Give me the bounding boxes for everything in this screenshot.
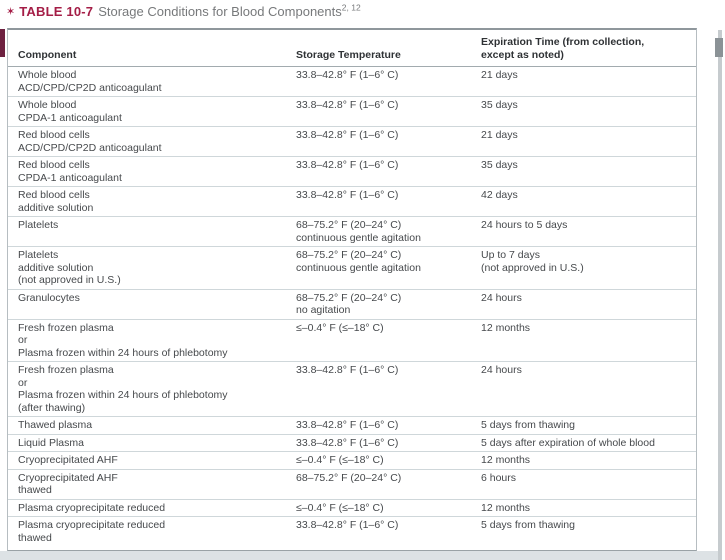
component-cell [8,472,296,497]
cell-line: Cryoprecipitated AHF [18,471,118,484]
cell-line: ≤–0.4° F (≤–18° C) [296,501,384,514]
expiration-time-cell [481,99,696,124]
cell-line: 5 days from thawing [481,419,575,431]
table-row [8,247,696,290]
storage-temperature-cell [296,502,481,515]
cell-line: continuous gentle agitation [296,231,421,244]
table-caption [6,3,705,22]
expiration-time-cell [481,189,696,214]
storage-temperature-cell [296,419,481,432]
table-row [8,435,696,453]
cell-line: 12 months [481,454,531,466]
cell-line: 33.8–42.8° F (1–6° C) [296,129,399,141]
table-row [8,187,696,217]
expiration-time-cell [481,454,696,467]
storage-temperature-cell [296,364,481,414]
cell-line: Granulocytes [18,291,80,304]
component-cell [8,519,296,544]
header-expiration-line: except as noted) [481,48,564,61]
expiration-time-cell [481,159,696,184]
expiration-time-cell [481,472,696,497]
cell-line: 12 months [481,321,531,334]
cell-line: additive solution [18,201,94,214]
component-cell [8,454,296,467]
component-cell [8,129,296,154]
table-body [8,67,696,546]
storage-temperature-cell [296,159,481,184]
table-row [8,500,696,518]
cell-line: ACD/CPD/CP2D anticoagulant [18,81,162,94]
cell-line: 68–75.2° F (20–24° C) [296,291,402,304]
cell-line: Fresh frozen plasma [18,364,114,376]
cell-line: Fresh frozen plasma [18,321,114,334]
expiration-time-cell [481,292,696,317]
page-edge-strip [718,30,722,560]
storage-temperature-cell [296,437,481,450]
expiration-time-cell [481,249,696,287]
cell-line: Red blood cells [18,189,90,201]
cell-line: 35 days [481,159,518,171]
cell-line: thawed [18,484,52,496]
component-cell [8,322,296,360]
table-row [8,67,696,97]
component-cell [8,99,296,124]
table-row [8,470,696,500]
table-row [8,517,696,546]
storage-temperature-cell [296,249,481,287]
table-row [8,417,696,435]
header-component: Component [18,48,77,61]
component-cell [8,249,296,287]
header-storage-temperature: Storage Temperature [296,48,401,61]
cell-line: Thawed plasma [18,419,93,431]
cell-line: or [18,334,28,346]
cell-line: 5 days from thawing [481,519,575,531]
cell-line: Whole blood [18,99,77,111]
storage-temperature-cell [296,519,481,544]
cell-line: Cryoprecipitated AHF [18,454,118,466]
table-title-reference-superscript: 2, 12 [341,2,361,13]
storage-temperature-cell [296,69,481,94]
storage-temperature-cell [296,292,481,317]
cell-line: 12 months [481,501,531,514]
table-row [8,452,696,470]
cell-line: 68–75.2° F (20–24° C) [296,249,402,261]
page-bottom-margin [0,551,718,560]
cell-line: (not approved in U.S.) [18,274,121,286]
star-icon: ✶ [6,6,16,18]
cell-line: Liquid Plasma [18,436,84,449]
page-bleed-tab-right [715,38,723,57]
table-number-label: TABLE 10-7 [19,4,94,19]
cell-line: Platelets [18,219,59,231]
expiration-time-cell [481,129,696,154]
cell-line: no agitation [296,304,351,316]
component-cell [8,159,296,184]
header-expiration-time [481,36,696,61]
cell-line: Platelets [18,249,59,261]
storage-temperature-cell [296,189,481,214]
cell-line: 33.8–42.8° F (1–6° C) [296,69,399,81]
cell-line: Plasma cryoprecipitate reduced [18,501,166,514]
cell-line: CPDA-1 anticoagulant [18,111,122,124]
component-cell [8,69,296,94]
cell-line: 33.8–42.8° F (1–6° C) [296,99,399,111]
cell-line: 68–75.2° F (20–24° C) [296,471,402,484]
cell-line: Red blood cells [18,129,90,141]
cell-line: Plasma cryoprecipitate reduced [18,519,166,531]
expiration-time-cell [481,69,696,94]
expiration-time-cell [481,419,696,432]
cell-line: additive solution [18,261,94,274]
cell-line: 24 hours [481,364,522,376]
cell-line: 68–75.2° F (20–24° C) [296,219,402,231]
cell-line: Whole blood [18,69,77,81]
cell-line: 33.8–42.8° F (1–6° C) [296,519,399,531]
component-cell [8,502,296,515]
table-row [8,157,696,187]
cell-line: ≤–0.4° F (≤–18° C) [296,454,384,466]
component-cell [8,292,296,317]
cell-line: Up to 7 days [481,249,540,261]
storage-conditions-table [7,28,697,551]
table-row [8,320,696,363]
storage-temperature-cell [296,454,481,467]
cell-line: 5 days after expiration of whole blood [481,436,655,449]
table-row [8,362,696,417]
cell-line: 21 days [481,129,518,141]
expiration-time-cell [481,322,696,360]
table-row [8,127,696,157]
expiration-time-cell [481,502,696,515]
component-cell [8,437,296,450]
cell-line: 33.8–42.8° F (1–6° C) [296,364,399,376]
cell-line: 42 days [481,189,518,201]
cell-line: CPDA-1 anticoagulant [18,171,122,184]
table-row [8,217,696,247]
component-cell [8,364,296,414]
cell-line: 33.8–42.8° F (1–6° C) [296,436,399,449]
cell-line: or [18,376,28,389]
page-bleed-tab-left [0,29,5,57]
cell-line: 35 days [481,99,518,111]
cell-line: 33.8–42.8° F (1–6° C) [296,159,399,171]
expiration-time-cell [481,219,696,244]
storage-temperature-cell [296,472,481,497]
component-cell [8,189,296,214]
storage-temperature-cell [296,219,481,244]
header-expiration-line: Expiration Time (from collection, [481,36,645,48]
expiration-time-cell [481,437,696,450]
storage-temperature-cell [296,99,481,124]
cell-line: 24 hours [481,291,522,304]
cell-line: continuous gentle agitation [296,261,421,274]
cell-line: 21 days [481,69,518,81]
cell-line: ≤–0.4° F (≤–18° C) [296,321,384,334]
cell-line: 33.8–42.8° F (1–6° C) [296,419,399,431]
expiration-time-cell [481,364,696,414]
cell-line: thawed [18,531,52,544]
cell-line: 6 hours [481,471,517,484]
component-cell [8,419,296,432]
cell-line: ACD/CPD/CP2D anticoagulant [18,141,162,154]
storage-temperature-cell [296,322,481,360]
expiration-time-cell [481,519,696,544]
cell-line: (not approved in U.S.) [481,261,584,274]
component-cell [8,219,296,244]
table-header-row [8,30,696,67]
cell-line: (after thawing) [18,401,86,414]
table-title-text: Storage Conditions for Blood Components [98,4,342,19]
cell-line: Plasma frozen within 24 hours of phlebotomy [18,346,228,359]
cell-line: 24 hours to 5 days [481,219,568,231]
storage-temperature-cell [296,129,481,154]
table-row [8,97,696,127]
cell-line: Red blood cells [18,159,90,171]
cell-line: 33.8–42.8° F (1–6° C) [296,189,399,201]
table-row [8,290,696,320]
cell-line: Plasma frozen within 24 hours of phlebotomy [18,389,228,401]
